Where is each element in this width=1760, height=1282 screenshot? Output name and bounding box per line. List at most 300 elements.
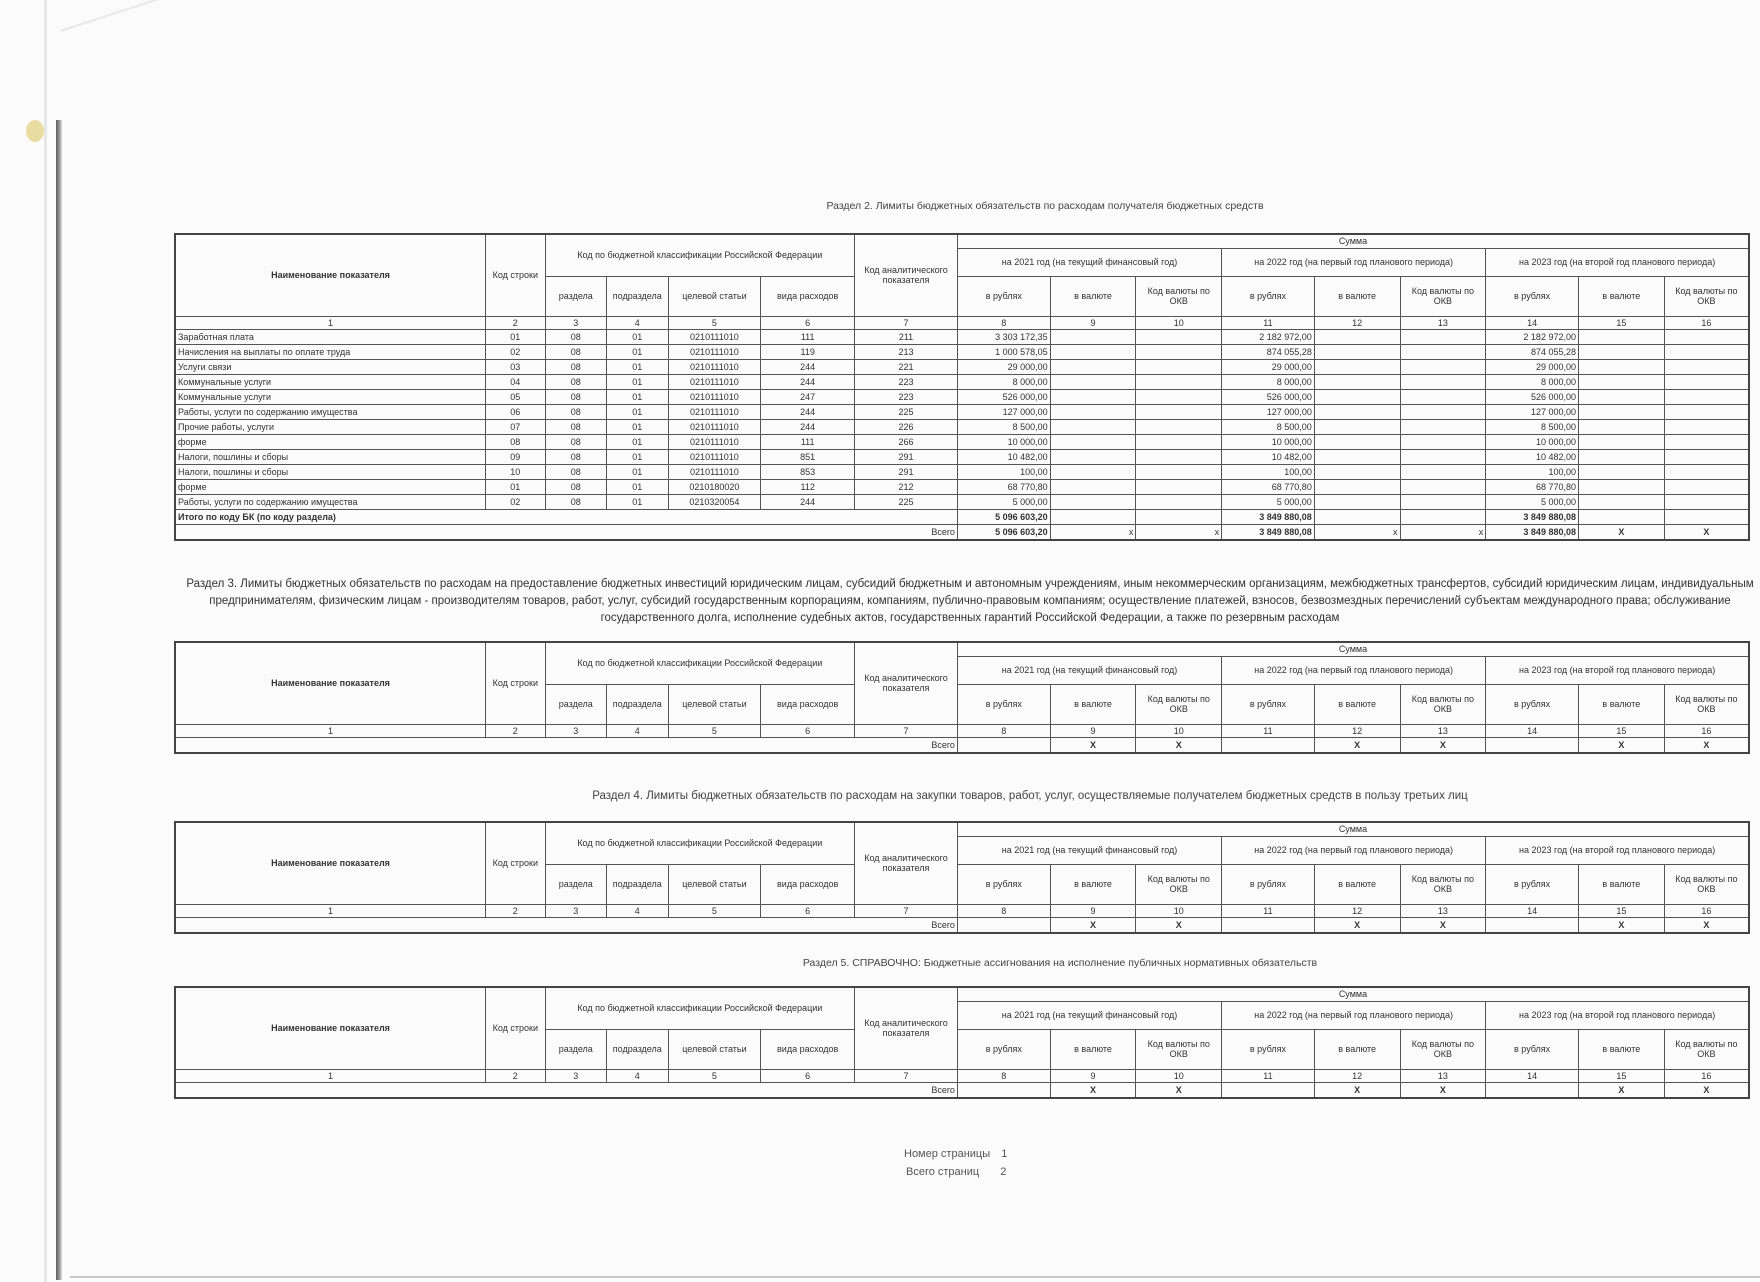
- cell-empty: [1136, 359, 1222, 374]
- cell-razdel: 08: [545, 344, 607, 359]
- header-podrazdel: подраздела: [607, 864, 669, 904]
- cell-podrazdel: 01: [607, 419, 669, 434]
- header-val-2022: в валюте: [1314, 864, 1400, 904]
- cell-podrazdel: 01: [607, 344, 669, 359]
- header-val-2023: в валюте: [1578, 684, 1664, 724]
- cell-empty: [1136, 449, 1222, 464]
- total-empty: [1222, 1082, 1315, 1098]
- total-empty: [1222, 737, 1315, 753]
- cell-empty: [1136, 419, 1222, 434]
- cell-r2023: 8 500,00: [1486, 419, 1579, 434]
- header-sum: Сумма: [957, 234, 1749, 248]
- cell-empty: [1136, 374, 1222, 389]
- total-2023: 3 849 880,08: [1486, 524, 1579, 540]
- cell-csr: 0210111010: [668, 344, 761, 359]
- cell-name: форме: [175, 434, 486, 449]
- cell-empty: [1578, 494, 1664, 509]
- header-podrazdel: подраздела: [607, 276, 669, 316]
- cell-empty: [1400, 419, 1486, 434]
- page-total-label: Всего страниц: [906, 1166, 980, 1178]
- col-number: 14: [1486, 724, 1579, 737]
- cell-csr: 0210111010: [668, 374, 761, 389]
- cell-empty: [1314, 464, 1400, 479]
- cell-csr: 0210180020: [668, 479, 761, 494]
- itogo-empty: [1050, 509, 1136, 524]
- header-name: Наименование показателя: [175, 987, 486, 1069]
- cell-empty: [1136, 494, 1222, 509]
- cell-r2022: 526 000,00: [1222, 389, 1315, 404]
- cell-empty: [1400, 374, 1486, 389]
- cell-empty: [1664, 419, 1749, 434]
- cell-name: Прочие работы, услуги: [175, 419, 486, 434]
- header-rub-2023: в рублях: [1486, 684, 1579, 724]
- header-rub-2022: в рублях: [1222, 864, 1315, 904]
- total-x: x: [1314, 524, 1400, 540]
- col-number: 1: [175, 1069, 486, 1082]
- scan-stain: [26, 120, 44, 142]
- total-row: [175, 524, 1749, 540]
- cell-code: 01: [486, 329, 545, 344]
- col-number: 8: [957, 1069, 1050, 1082]
- col-number: 4: [607, 1069, 669, 1082]
- cell-kosgu: 291: [855, 464, 958, 479]
- cell-vr: 244: [761, 419, 855, 434]
- cell-empty: [1136, 389, 1222, 404]
- header-val-2021: в валюте: [1050, 276, 1136, 316]
- cell-csr: 0210111010: [668, 464, 761, 479]
- cell-empty: [1136, 479, 1222, 494]
- scan-shadow: [60, 0, 308, 32]
- col-number: 16: [1664, 904, 1749, 917]
- page-total: [906, 1166, 1006, 1178]
- cell-razdel: 08: [545, 389, 607, 404]
- col-number: 10: [1136, 316, 1222, 329]
- itogo-empty: [1664, 509, 1749, 524]
- cell-csr: 0210111010: [668, 434, 761, 449]
- cell-kosgu: 221: [855, 359, 958, 374]
- cell-empty: [1578, 374, 1664, 389]
- total-x: X: [1314, 1082, 1400, 1098]
- cell-vr: 244: [761, 494, 855, 509]
- header-okv-2022: Код валюты по ОКВ: [1400, 276, 1486, 316]
- cell-r2022: 127 000,00: [1222, 404, 1315, 419]
- col-number: 3: [545, 904, 607, 917]
- total-x: X: [1136, 917, 1222, 933]
- scan-edge: [44, 0, 47, 1282]
- header-rub-2022: в рублях: [1222, 684, 1315, 724]
- cell-code: 03: [486, 359, 545, 374]
- header-2022: на 2022 год (на первый год планового периода): [1222, 656, 1486, 684]
- table-row: [175, 434, 1749, 449]
- cell-code: 02: [486, 344, 545, 359]
- total-x: X: [1136, 737, 1222, 753]
- header-vid: вида расходов: [761, 684, 855, 724]
- cell-name: Коммунальные услуги: [175, 374, 486, 389]
- header-analytic-code: Код аналитического показателя: [855, 987, 958, 1069]
- total-2021: 5 096 603,20: [957, 524, 1050, 540]
- section4-table: [174, 821, 1750, 934]
- section2-title: Раздел 2. Лимиты бюджетных обязательств по расходам получателя бюджетных средств: [826, 200, 1264, 212]
- cell-csr: 0210111010: [668, 449, 761, 464]
- cell-podrazdel: 01: [607, 359, 669, 374]
- header-analytic-code: Код аналитического показателя: [855, 822, 958, 904]
- col-number: 10: [1136, 724, 1222, 737]
- cell-empty: [1314, 344, 1400, 359]
- total-x: X: [1314, 917, 1400, 933]
- header-2021: на 2021 год (на текущий финансовый год): [957, 248, 1221, 276]
- header-rub-2021: в рублях: [957, 684, 1050, 724]
- total-row: [175, 737, 1749, 753]
- cell-razdel: 08: [545, 434, 607, 449]
- total-x: X: [1050, 1082, 1136, 1098]
- cell-r2023: 5 000,00: [1486, 494, 1579, 509]
- cell-empty: [1578, 389, 1664, 404]
- cell-vr: 853: [761, 464, 855, 479]
- cell-empty: [1664, 434, 1749, 449]
- cell-empty: [1664, 329, 1749, 344]
- cell-empty: [1400, 449, 1486, 464]
- header-rub-2022: в рублях: [1222, 1029, 1315, 1069]
- header-name: Наименование показателя: [175, 822, 486, 904]
- total-x: X: [1136, 1082, 1222, 1098]
- cell-r2023: 526 000,00: [1486, 389, 1579, 404]
- col-number: 3: [545, 1069, 607, 1082]
- cell-empty: [1400, 359, 1486, 374]
- header-razdel: раздела: [545, 684, 607, 724]
- col-number: 6: [761, 1069, 855, 1082]
- cell-name: Заработная плата: [175, 329, 486, 344]
- total-empty: [1486, 737, 1579, 753]
- cell-r2023: 2 182 972,00: [1486, 329, 1579, 344]
- total-empty: [957, 917, 1050, 933]
- cell-razdel: 08: [545, 464, 607, 479]
- cell-name: Работы, услуги по содержанию имущества: [175, 404, 486, 419]
- cell-r2021: 3 303 172,35: [957, 329, 1050, 344]
- header-vid: вида расходов: [761, 276, 855, 316]
- cell-razdel: 08: [545, 479, 607, 494]
- header-val-2022: в валюте: [1314, 684, 1400, 724]
- cell-empty: [1136, 344, 1222, 359]
- total-label: Всего: [175, 917, 957, 933]
- header-sum: Сумма: [957, 822, 1749, 836]
- cell-empty: [1578, 479, 1664, 494]
- col-number: 5: [668, 904, 761, 917]
- header-2021: на 2021 год (на текущий финансовый год): [957, 656, 1221, 684]
- cell-razdel: 08: [545, 404, 607, 419]
- cell-empty: [1050, 479, 1136, 494]
- header-val-2023: в валюте: [1578, 276, 1664, 316]
- col-number: 10: [1136, 1069, 1222, 1082]
- section4-title: Раздел 4. Лимиты бюджетных обязательств по расходам на закупки товаров, работ, услуг, осуществляемые получателем бюджетных средств в пользу третьих лиц: [592, 790, 1468, 802]
- col-number: 9: [1050, 724, 1136, 737]
- header-vid: вида расходов: [761, 864, 855, 904]
- cell-r2023: 29 000,00: [1486, 359, 1579, 374]
- table-row: [175, 344, 1749, 359]
- cell-empty: [1136, 329, 1222, 344]
- cell-kosgu: 266: [855, 434, 958, 449]
- col-number: 4: [607, 316, 669, 329]
- table-row: [175, 359, 1749, 374]
- col-number: 12: [1314, 904, 1400, 917]
- col-number: 13: [1400, 904, 1486, 917]
- cell-r2023: 10 000,00: [1486, 434, 1579, 449]
- col-number: 8: [957, 904, 1050, 917]
- cell-empty: [1578, 449, 1664, 464]
- cell-kosgu: 291: [855, 449, 958, 464]
- col-number: 3: [545, 724, 607, 737]
- cell-r2021: 29 000,00: [957, 359, 1050, 374]
- cell-empty: [1050, 389, 1136, 404]
- col-number: 13: [1400, 724, 1486, 737]
- column-number-row: [175, 316, 1749, 329]
- table-row: [175, 404, 1749, 419]
- cell-kosgu: 225: [855, 404, 958, 419]
- section3-title: Раздел 3. Лимиты бюджетных обязательств по расходам на предоставление бюджетных инвестиций юридическим лицам, субсидий бюджетным и автономным учреждениям, иным некоммерческим организациям, межбюджетных трансфертов, субсидий юридическим лицам, индивидуальным предпринимателям, физическим лицам - производителям товаров, работ, услуг, субсидий государственным корпорациям, компаниям, публично-правовым компаниям; осуществление платежей, взносов, безвозмездных перечислений субъектам международного права; обслуживание государственного долга, исполнение судебных актов, государственных гарантий Российской Федерации, а также по резервным расходам: [186, 578, 1754, 624]
- cell-kosgu: 226: [855, 419, 958, 434]
- col-number: 8: [957, 316, 1050, 329]
- total-x: X: [1314, 737, 1400, 753]
- cell-empty: [1400, 479, 1486, 494]
- header-bk-code: Код по бюджетной классификации Российской Федерации: [545, 234, 855, 276]
- col-number: 2: [486, 724, 545, 737]
- cell-empty: [1050, 419, 1136, 434]
- header-val-2021: в валюте: [1050, 1029, 1136, 1069]
- cell-vr: 244: [761, 359, 855, 374]
- cell-empty: [1664, 359, 1749, 374]
- cell-vr: 112: [761, 479, 855, 494]
- cell-empty: [1050, 449, 1136, 464]
- cell-empty: [1136, 464, 1222, 479]
- cell-razdel: 08: [545, 419, 607, 434]
- itogo-row: [175, 509, 1749, 524]
- cell-name: Налоги, пошлины и сборы: [175, 449, 486, 464]
- col-number: 8: [957, 724, 1050, 737]
- cell-name: Налоги, пошлины и сборы: [175, 464, 486, 479]
- cell-empty: [1578, 344, 1664, 359]
- total-x: X: [1050, 917, 1136, 933]
- header-val-2023: в валюте: [1578, 1029, 1664, 1069]
- header-bk-code: Код по бюджетной классификации Российской Федерации: [545, 987, 855, 1029]
- total-label: Всего: [175, 524, 957, 540]
- header-rub-2022: в рублях: [1222, 276, 1315, 316]
- col-number: 12: [1314, 316, 1400, 329]
- cell-podrazdel: 01: [607, 464, 669, 479]
- cell-podrazdel: 01: [607, 434, 669, 449]
- cell-razdel: 08: [545, 494, 607, 509]
- cell-empty: [1400, 404, 1486, 419]
- cell-r2023: 127 000,00: [1486, 404, 1579, 419]
- page-number-label: Номер страницы: [904, 1148, 991, 1160]
- cell-r2022: 5 000,00: [1222, 494, 1315, 509]
- header-row-code: Код строки: [486, 642, 545, 724]
- col-number: 14: [1486, 904, 1579, 917]
- cell-empty: [1136, 404, 1222, 419]
- cell-name: Услуги связи: [175, 359, 486, 374]
- header-2023: на 2023 год (на второй год планового периода): [1486, 1001, 1749, 1029]
- cell-r2021: 8 000,00: [957, 374, 1050, 389]
- cell-r2022: 29 000,00: [1222, 359, 1315, 374]
- header-2022: на 2022 год (на первый год планового периода): [1222, 1001, 1486, 1029]
- table-row: [175, 449, 1749, 464]
- itogo-2021: 5 096 603,20: [957, 509, 1050, 524]
- total-x: X: [1400, 737, 1486, 753]
- cell-code: 04: [486, 374, 545, 389]
- cell-vr: 851: [761, 449, 855, 464]
- cell-csr: 0210320054: [668, 494, 761, 509]
- cell-empty: [1050, 344, 1136, 359]
- cell-empty: [1314, 419, 1400, 434]
- header-sum: Сумма: [957, 987, 1749, 1001]
- cell-code: 02: [486, 494, 545, 509]
- cell-razdel: 08: [545, 329, 607, 344]
- cell-empty: [1578, 419, 1664, 434]
- col-number: 2: [486, 1069, 545, 1082]
- cell-csr: 0210111010: [668, 359, 761, 374]
- column-number-row: [175, 1069, 1749, 1082]
- total-empty: [957, 1082, 1050, 1098]
- header-row-code: Код строки: [486, 822, 545, 904]
- cell-r2021: 127 000,00: [957, 404, 1050, 419]
- table-row: [175, 419, 1749, 434]
- cell-empty: [1664, 479, 1749, 494]
- cell-empty: [1314, 389, 1400, 404]
- total-label: Всего: [175, 1082, 957, 1098]
- col-number: 1: [175, 316, 486, 329]
- cell-podrazdel: 01: [607, 389, 669, 404]
- binding-shadow: [56, 120, 62, 1280]
- header-okv-2021: Код валюты по ОКВ: [1136, 276, 1222, 316]
- cell-podrazdel: 01: [607, 329, 669, 344]
- cell-name: форме: [175, 479, 486, 494]
- total-x: X: [1664, 917, 1749, 933]
- total-label: Всего: [175, 737, 957, 753]
- header-2023: на 2023 год (на второй год планового периода): [1486, 656, 1749, 684]
- total-row: [175, 917, 1749, 933]
- col-number: 13: [1400, 1069, 1486, 1082]
- cell-r2022: 2 182 972,00: [1222, 329, 1315, 344]
- total-empty: [957, 737, 1050, 753]
- col-number: 2: [486, 904, 545, 917]
- header-2023: на 2023 год (на второй год планового периода): [1486, 836, 1749, 864]
- cell-r2023: 10 482,00: [1486, 449, 1579, 464]
- cell-kosgu: 212: [855, 479, 958, 494]
- cell-empty: [1578, 404, 1664, 419]
- itogo-empty: [1136, 509, 1222, 524]
- header-rub-2023: в рублях: [1486, 1029, 1579, 1069]
- cell-r2021: 100,00: [957, 464, 1050, 479]
- col-number: 4: [607, 904, 669, 917]
- cell-empty: [1664, 464, 1749, 479]
- col-number: 11: [1222, 724, 1315, 737]
- col-number: 1: [175, 724, 486, 737]
- total-2022: 3 849 880,08: [1222, 524, 1315, 540]
- header-2021: на 2021 год (на текущий финансовый год): [957, 1001, 1221, 1029]
- cell-r2021: 10 482,00: [957, 449, 1050, 464]
- col-number: 4: [607, 724, 669, 737]
- col-number: 6: [761, 904, 855, 917]
- cell-r2022: 68 770,80: [1222, 479, 1315, 494]
- itogo-2023: 3 849 880,08: [1486, 509, 1579, 524]
- col-number: 3: [545, 316, 607, 329]
- header-sum: Сумма: [957, 642, 1749, 656]
- cell-vr: 244: [761, 374, 855, 389]
- col-number: 16: [1664, 316, 1749, 329]
- header-val-2022: в валюте: [1314, 1029, 1400, 1069]
- cell-vr: 111: [761, 434, 855, 449]
- itogo-label: Итого по коду БК (по коду раздела): [175, 509, 957, 524]
- cell-r2021: 5 000,00: [957, 494, 1050, 509]
- itogo-empty: [1314, 509, 1400, 524]
- cell-r2022: 874 055,28: [1222, 344, 1315, 359]
- col-number: 12: [1314, 1069, 1400, 1082]
- col-number: 5: [668, 1069, 761, 1082]
- header-rub-2023: в рублях: [1486, 276, 1579, 316]
- header-2022: на 2022 год (на первый год планового периода): [1222, 248, 1486, 276]
- header-val-2023: в валюте: [1578, 864, 1664, 904]
- header-okv-2023: Код валюты по ОКВ: [1664, 1029, 1749, 1069]
- col-number: 15: [1578, 904, 1664, 917]
- col-number: 7: [855, 316, 958, 329]
- cell-podrazdel: 01: [607, 404, 669, 419]
- cell-empty: [1578, 359, 1664, 374]
- cell-empty: [1664, 374, 1749, 389]
- header-rub-2021: в рублях: [957, 276, 1050, 316]
- header-2023: на 2023 год (на второй год планового периода): [1486, 248, 1749, 276]
- total-row: [175, 1082, 1749, 1098]
- col-number: 2: [486, 316, 545, 329]
- header-2022: на 2022 год (на первый год планового периода): [1222, 836, 1486, 864]
- header-analytic-code: Код аналитического показателя: [855, 642, 958, 724]
- header-celevoy: целевой статьи: [668, 1029, 761, 1069]
- header-bk-code: Код по бюджетной классификации Российской Федерации: [545, 822, 855, 864]
- total-x: X: [1664, 737, 1749, 753]
- itogo-2022: 3 849 880,08: [1222, 509, 1315, 524]
- cell-r2022: 10 482,00: [1222, 449, 1315, 464]
- cell-code: 08: [486, 434, 545, 449]
- header-celevoy: целевой статьи: [668, 276, 761, 316]
- col-number: 12: [1314, 724, 1400, 737]
- column-number-row: [175, 904, 1749, 917]
- col-number: 16: [1664, 1069, 1749, 1082]
- col-number: 9: [1050, 316, 1136, 329]
- header-razdel: раздела: [545, 276, 607, 316]
- col-number: 5: [668, 724, 761, 737]
- table-row: [175, 494, 1749, 509]
- cell-code: 09: [486, 449, 545, 464]
- itogo-empty: [1400, 509, 1486, 524]
- total-x: X: [1578, 917, 1664, 933]
- page-number: [904, 1148, 1007, 1160]
- header-name: Наименование показателя: [175, 234, 486, 316]
- cell-empty: [1050, 434, 1136, 449]
- header-podrazdel: подраздела: [607, 684, 669, 724]
- section5-title: Раздел 5. СПРАВОЧНО: Бюджетные ассигнования на исполнение публичных нормативных обязательств: [802, 957, 1318, 969]
- header-celevoy: целевой статьи: [668, 864, 761, 904]
- col-number: 14: [1486, 1069, 1579, 1082]
- total-x: X: [1400, 917, 1486, 933]
- col-number: 11: [1222, 904, 1315, 917]
- cell-empty: [1314, 374, 1400, 389]
- itogo-empty: [1578, 509, 1664, 524]
- cell-r2022: 100,00: [1222, 464, 1315, 479]
- page-bottom-edge: [70, 1276, 1760, 1278]
- col-number: 1: [175, 904, 486, 917]
- header-row-code: Код строки: [486, 234, 545, 316]
- col-number: 7: [855, 1069, 958, 1082]
- cell-csr: 0210111010: [668, 389, 761, 404]
- cell-code: 01: [486, 479, 545, 494]
- header-rub-2023: в рублях: [1486, 864, 1579, 904]
